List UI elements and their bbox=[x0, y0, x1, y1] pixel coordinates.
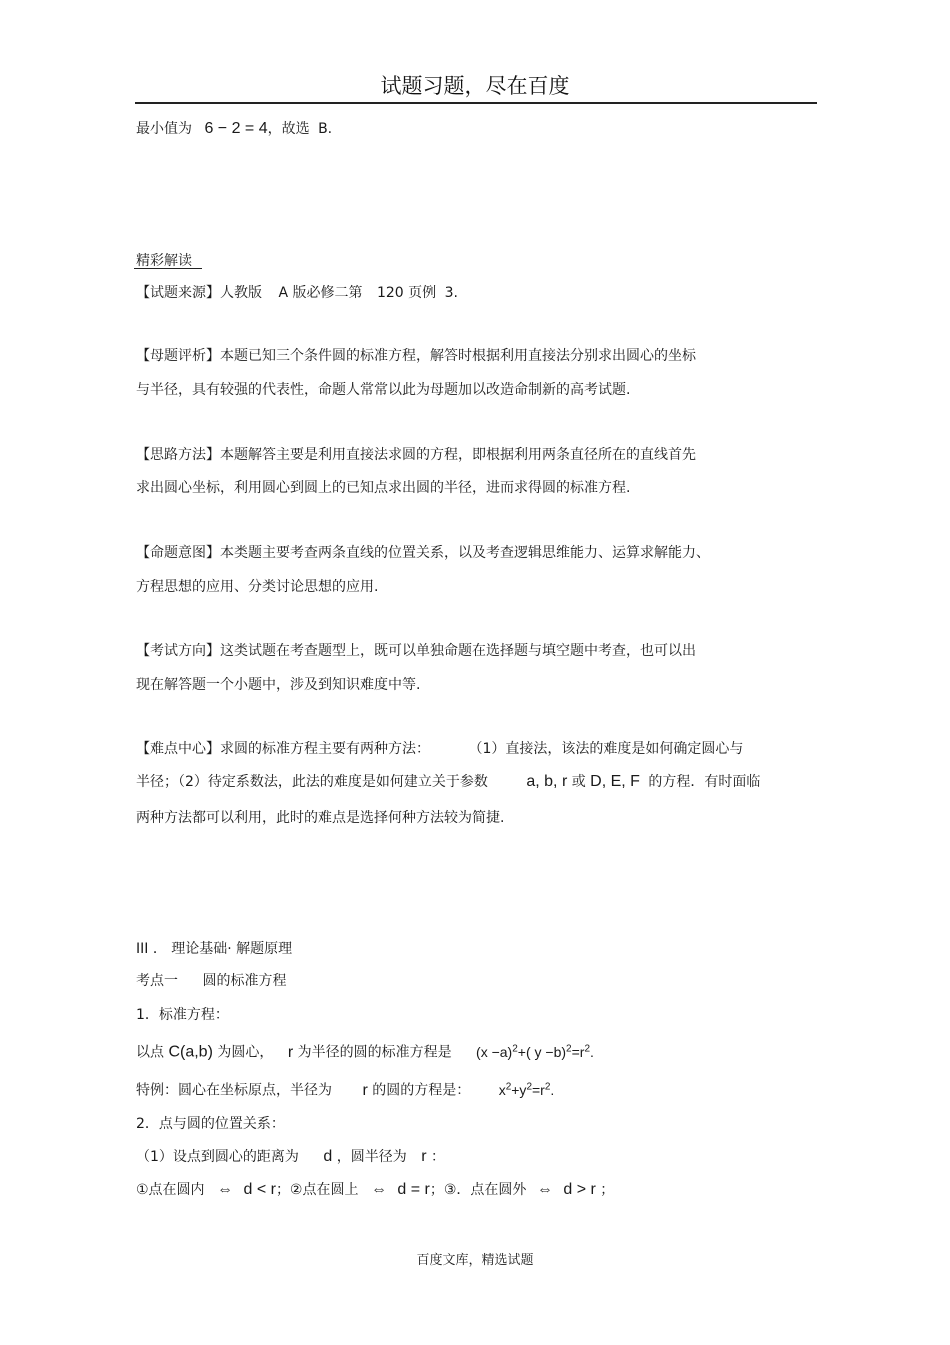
iff-icon-3: ⇔ bbox=[536, 1181, 553, 1198]
std-eq-part2: +( y −b) bbox=[517, 1043, 567, 1060]
distance-prefix: （1）设点到圆心的距离为 bbox=[136, 1149, 299, 1165]
sp-eq-part3: =r bbox=[532, 1081, 545, 1098]
iff-icon-1: ⇔ bbox=[217, 1181, 234, 1198]
distance-radius-label: ，圆半径为 bbox=[336, 1149, 407, 1165]
difficulty-params-abr: a, b, r bbox=[526, 773, 568, 790]
std-radius: r bbox=[287, 1043, 294, 1061]
distance-d: d bbox=[323, 1148, 333, 1165]
difficulty-params-def: D, E, F bbox=[590, 773, 640, 790]
key-point-title: 圆的标准方程 bbox=[202, 973, 287, 989]
std-prefix: 以点 bbox=[136, 1044, 164, 1061]
sp-eq-part1: x bbox=[498, 1081, 506, 1098]
direction-line1: 【考试方向】这类试题在考查题型上，既可以单独命题在选择题与填空题中考查，也可以出 bbox=[136, 643, 696, 659]
pos-inside-label: ①点在圆内 bbox=[136, 1182, 205, 1198]
std-eq-exp2: 2 bbox=[566, 1043, 572, 1054]
sp-eq-period: . bbox=[550, 1081, 555, 1098]
intent-line1: 【命题意图】本类题主要考查两条直线的位置关系，以及考查逻辑思维能力、运算求解能力、 bbox=[136, 545, 710, 561]
answer-line bbox=[136, 120, 332, 138]
pos-outside-eq: d > r bbox=[563, 1181, 596, 1198]
difficulty-tail: 的方程．有时面临 bbox=[648, 774, 761, 790]
direction-line2: 现在解答题一个小题中，涉及到知识难度中等. bbox=[136, 677, 421, 693]
pos-outside-label: ；③．点在圆外 bbox=[429, 1182, 527, 1198]
sp-eq-part2: +y bbox=[511, 1081, 527, 1098]
distance-r: r bbox=[421, 1148, 427, 1165]
method-line2: 求出圆心坐标，利用圆心到圆上的已知点求出圆的半径，进而求得圆的标准方程. bbox=[136, 480, 631, 496]
special-desc: 的圆的方程是： bbox=[372, 1082, 471, 1099]
item2-heading: 2．点与圆的位置关系： bbox=[136, 1116, 285, 1132]
std-eq-period: . bbox=[590, 1043, 594, 1060]
pos-inside-eq: d < r bbox=[243, 1181, 276, 1198]
difficulty-or: 或 bbox=[571, 774, 586, 790]
difficulty-line3: 两种方法都可以利用，此时的难点是选择何种方法较为简捷. bbox=[136, 810, 505, 826]
footer-text: 百度文库，精选试题 bbox=[416, 1253, 534, 1268]
intent-line2: 方程思想的应用、分类讨论思想的应用. bbox=[136, 579, 379, 595]
position-line bbox=[136, 1181, 614, 1199]
sp-eq-exp2: 2 bbox=[526, 1081, 532, 1092]
pos-semicolon: ； bbox=[600, 1182, 615, 1198]
item1-heading: 1．标准方程： bbox=[136, 1007, 229, 1023]
std-center: C(a,b) bbox=[168, 1043, 213, 1061]
section-title-underline bbox=[134, 268, 202, 269]
distance-line bbox=[136, 1148, 445, 1166]
sp-eq-exp1: 2 bbox=[505, 1081, 512, 1092]
header-title: 试题习题，尽在百度 bbox=[380, 74, 570, 98]
iff-icon-2: ⇔ bbox=[370, 1181, 387, 1198]
source-line bbox=[136, 284, 458, 302]
special-case-line bbox=[136, 1078, 554, 1100]
answer-label: 最小值为 bbox=[136, 121, 192, 137]
section-title: 精彩解读 bbox=[136, 253, 192, 269]
std-desc: 为半径的圆的标准方程是 bbox=[297, 1044, 452, 1061]
theory-heading: III ． 理论基础· 解题原理 bbox=[136, 941, 293, 957]
pos-on-eq: d = r bbox=[397, 1181, 430, 1198]
answer-suffix: ，故选 bbox=[267, 121, 310, 137]
standard-equation-line bbox=[136, 1040, 594, 1062]
difficulty-line1 bbox=[136, 740, 743, 758]
std-eq-exp3: 2 bbox=[584, 1043, 591, 1054]
source-page: 120 页例 bbox=[376, 285, 437, 301]
difficulty-coef-method: 半径；（2）待定系数法，此法的难度是如何建立关于参数 bbox=[136, 774, 488, 790]
source-label: 【试题来源】人教版 bbox=[136, 285, 262, 301]
parent-review-line2: 与半径，具有较强的代表性，命题人常常以此为母题加以改造命制新的高考试题. bbox=[136, 382, 631, 398]
method-line1: 【思路方法】本题解答主要是利用直接法求圆的方程，即根据利用两条直径所在的直线首先 bbox=[136, 447, 696, 463]
std-equation bbox=[476, 1044, 594, 1060]
std-eq-part3: =r bbox=[571, 1043, 585, 1060]
std-eq-exp1: 2 bbox=[512, 1043, 518, 1054]
parent-review-line1: 【母题评析】本题已知三个条件圆的标准方程，解答时根据利用直接法分别求出圆心的坐标 bbox=[136, 348, 696, 364]
difficulty-direct-method: （1）直接法，该法的难度是如何确定圆心与 bbox=[468, 741, 744, 757]
header-divider bbox=[135, 102, 817, 104]
special-radius: r bbox=[362, 1081, 368, 1099]
distance-colon: ： bbox=[430, 1149, 445, 1165]
key-point-line bbox=[136, 972, 286, 990]
special-equation bbox=[499, 1082, 555, 1098]
std-center-label: 为圆心， bbox=[217, 1044, 274, 1061]
std-eq-part1: (x −a) bbox=[476, 1043, 513, 1060]
answer-formula: 6 − 2 = 4 bbox=[204, 120, 268, 137]
sp-eq-exp3: 2 bbox=[544, 1081, 551, 1092]
difficulty-intro: 【难点中心】求圆的标准方程主要有两种方法： bbox=[136, 741, 430, 757]
special-prefix: 特例：圆心在坐标原点，半径为 bbox=[136, 1082, 332, 1099]
key-point-label: 考点一 bbox=[136, 973, 178, 989]
source-book: A 版必修二第 bbox=[278, 285, 363, 301]
difficulty-line2 bbox=[136, 773, 760, 791]
pos-on-label: ；②点在圆上 bbox=[275, 1182, 359, 1198]
answer-choice: B. bbox=[318, 121, 333, 137]
source-num: 3. bbox=[444, 285, 458, 301]
